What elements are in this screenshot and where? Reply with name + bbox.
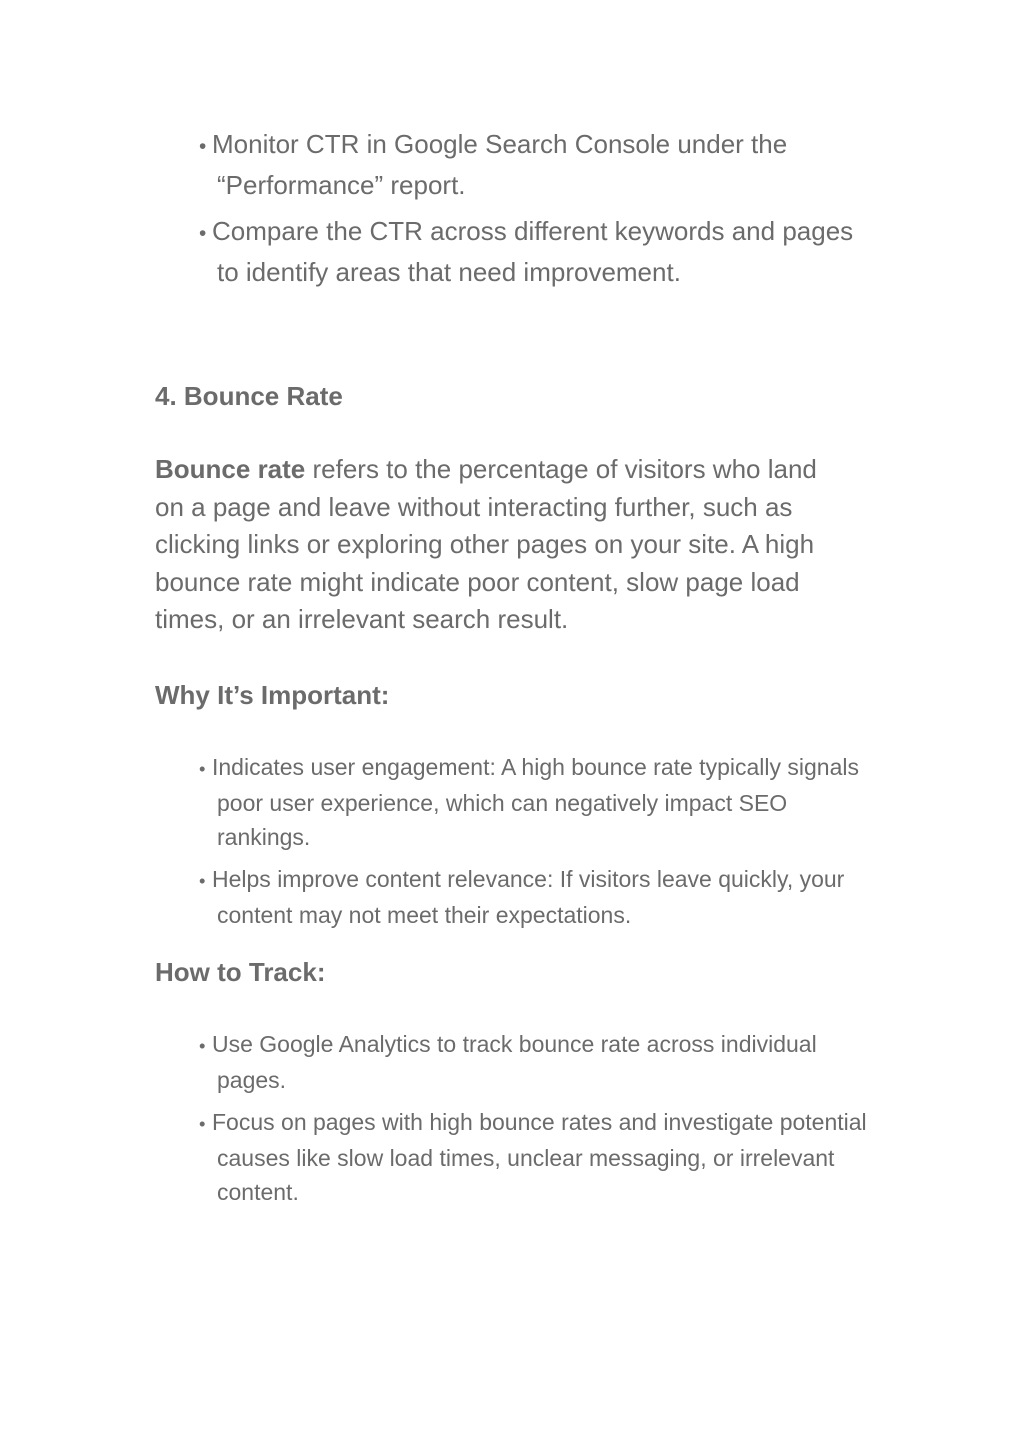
list-item xyxy=(186,862,876,932)
list-item xyxy=(186,1027,876,1097)
list-item-text: Indicates user engagement: A high bounce rate typically signals poor user experience, which can negatively impact SEO rankings. xyxy=(212,754,859,850)
definition-text: refers to the percentage of visitors who land on a page and leave without interacting further, such as clicking links or exploring other pages on your site. A high bounce rate might indicate poor content, slow page load times, or an irrelevant search result. xyxy=(155,454,817,634)
list-item-text: Monitor CTR in Google Search Console under the “Performance” report. xyxy=(212,129,788,200)
ctr-tracking-list xyxy=(186,125,866,299)
defined-term: Bounce rate xyxy=(155,454,306,484)
list-item xyxy=(186,750,876,854)
list-item xyxy=(186,1105,876,1209)
list-item-text: Focus on pages with high bounce rates and investigate potential causes like slow load times, unclear messaging, or irrelevant content. xyxy=(212,1109,867,1205)
why-important-heading: Why It’s Important: xyxy=(155,680,390,710)
section-title: 4. Bounce Rate xyxy=(155,381,343,411)
how-to-track-list xyxy=(186,1027,876,1217)
list-item-text: Compare the CTR across different keywords and pages to identify areas that need improvement. xyxy=(212,216,854,287)
list-item-text: Helps improve content relevance: If visitors leave quickly, your content may not meet their expectations. xyxy=(212,866,845,928)
why-important-list xyxy=(186,750,876,940)
how-to-track-heading: How to Track: xyxy=(155,957,326,987)
list-item xyxy=(186,125,866,204)
list-item xyxy=(186,212,866,291)
bounce-rate-definition xyxy=(155,451,845,639)
list-item-text: Use Google Analytics to track bounce rate across individual pages. xyxy=(212,1031,817,1093)
